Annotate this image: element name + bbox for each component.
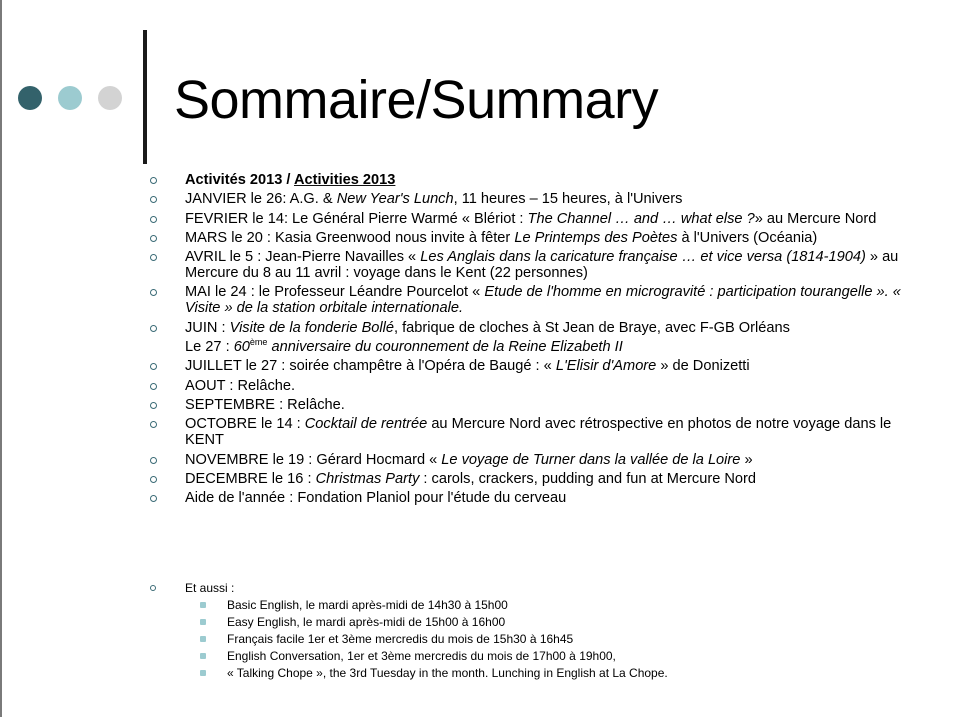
activity-text: , fabrique de cloches à St Jean de Braye, avec F-GB Orléans: [394, 319, 790, 336]
activity-text: AVRIL le 5 : Jean-Pierre Navailles «: [185, 249, 421, 266]
also-item-text: English Conversation, 1er et 3ème mercredis du mois de 17h00 à 19h00,: [227, 649, 616, 663]
bullet-icon: [150, 421, 157, 428]
also-item: [200, 615, 668, 629]
also-section: [148, 581, 918, 595]
activity-text: FEVRIER le 14: Le Général Pierre Warmé « Blériot :: [185, 210, 528, 227]
activity-text: MAI le 24 : le Professeur Léandre Pourcelot «: [185, 284, 485, 301]
bullet-icon: [150, 254, 157, 261]
bullet-icon: [150, 235, 157, 242]
square-bullet-icon: [200, 670, 206, 676]
also-item: [200, 632, 668, 646]
activity-item: [148, 358, 918, 374]
activity-text: Le Printemps des Poètes: [514, 229, 678, 246]
also-item-text: Basic English, le mardi après-midi de 14h30 à 15h00: [227, 598, 508, 612]
activity-text: » au Mercure du 8 au 11 avril : voyage dans le Kent (22 personnes): [185, 249, 899, 282]
also-item-text: « Talking Chope », the 3rd Tuesday in the month. Lunching in English at La Chope.: [227, 666, 668, 680]
activity-text: : carols, crackers, pudding and fun at Mercure Nord: [419, 470, 757, 487]
activity-text: à l'Univers (Océania): [677, 229, 818, 246]
activity-text: OCTOBRE le 14 :: [185, 416, 305, 433]
bullet-icon: [150, 476, 157, 483]
also-item-text: Français facile 1er et 3ème mercredis du mois de 15h30 à 16h45: [227, 632, 574, 646]
also-label-item: [148, 581, 918, 595]
bullet-icon: [150, 457, 157, 464]
activity-text: Christmas Party: [315, 470, 420, 487]
square-bullet-icon: [200, 619, 206, 625]
decorative-dot-grey: [98, 86, 122, 110]
activity-item: [148, 397, 918, 413]
activity-item: [148, 249, 918, 281]
activity-text: Activités 2013 /: [185, 172, 294, 188]
activities-list: [148, 172, 918, 509]
bullet-icon: [150, 177, 157, 184]
activity-text: , 11 heures – 15 heures, à l'Univers: [453, 191, 683, 208]
decorative-dot-teal: [58, 86, 82, 110]
activity-text: Cocktail de rentrée: [304, 416, 428, 433]
activity-text: NOVEMBRE le 19 : Gérard Hocmard «: [185, 451, 442, 468]
activity-item: [148, 284, 918, 316]
square-bullet-icon: [200, 602, 206, 608]
activity-text: JUIN :: [185, 319, 230, 336]
square-bullet-icon: [200, 636, 206, 642]
activity-item: [148, 230, 918, 246]
also-item: [200, 666, 668, 680]
activity-item: [148, 416, 918, 448]
bullet-icon: [150, 325, 157, 332]
activity-text: SEPTEMBRE : Relâche.: [185, 396, 345, 413]
also-sublist: [200, 598, 668, 683]
activity-text: »: [740, 451, 753, 468]
bullet-icon: [150, 216, 157, 223]
also-label: Et aussi :: [185, 581, 235, 595]
bullet-icon: [150, 402, 157, 409]
also-item: [200, 649, 668, 663]
slide-left-border: [0, 0, 2, 717]
activity-text: L'Elisir d'Amore: [555, 358, 657, 375]
square-bullet-icon: [200, 653, 206, 659]
activity-text: » au Mercure Nord: [754, 210, 877, 227]
bullet-icon: [150, 363, 157, 370]
also-item: [200, 598, 668, 612]
activity-text: Etude de l'homme en microgravité : participation tourangelle ». « Visite » de la station orbitale internationale.: [185, 284, 901, 317]
activity-item: [148, 452, 918, 468]
activity-text: Aide de l'année : Fondation Planiol pour l'étude du cerveau: [185, 490, 567, 507]
activity-text: JUILLET le 27 : soirée champêtre à l'Opéra de Baugé : «: [185, 358, 556, 375]
activity-item: [148, 191, 918, 207]
also-item-text: Easy English, le mardi après-midi de 15h00 à 16h00: [227, 615, 506, 629]
activity-text: Visite de la fonderie Bollé: [229, 319, 395, 336]
activity-text: MARS le 20 : Kasia Greenwood nous invite à fêter: [185, 229, 515, 246]
title-divider-bar: [143, 30, 147, 164]
decorative-dot-dark: [18, 86, 42, 110]
activity-item: [148, 211, 918, 227]
bullet-icon: [150, 495, 157, 502]
bullet-icon: [150, 196, 157, 203]
bullet-icon: [150, 585, 156, 591]
activity-text: Activities 2013: [293, 172, 396, 188]
activity-text: Le 27 :: [185, 339, 234, 356]
activity-text: » de Donizetti: [656, 358, 750, 375]
activity-item: [148, 339, 918, 355]
activity-text: Le voyage de Turner dans la vallée de la Loire: [441, 451, 741, 468]
activity-text: New Year's Lunch: [336, 191, 454, 208]
bullet-icon: [150, 289, 157, 296]
bullet-icon: [150, 383, 157, 390]
activity-item: [148, 471, 918, 487]
activity-text: Les Anglais dans la caricature française … et vice versa (1814-1904): [420, 249, 866, 266]
activity-item: [148, 490, 918, 506]
activity-item: [148, 378, 918, 394]
activity-text: ème: [249, 337, 268, 348]
activity-text: DECEMBRE le 16 :: [185, 470, 316, 487]
activity-text: au Mercure Nord avec rétrospective en photos de notre voyage dans le KENT: [185, 416, 892, 449]
activity-text: anniversaire du couronnement de la Reine Elizabeth II: [267, 339, 623, 356]
activity-text: The Channel … and … what else ?: [527, 210, 755, 227]
activity-text: JANVIER le 26: A.G. &: [185, 191, 337, 208]
activity-item: [148, 320, 918, 336]
activity-text: 60: [233, 339, 250, 356]
activity-text: AOUT : Relâche.: [185, 377, 296, 394]
activity-item: [148, 172, 918, 188]
slide-title: Sommaire/Summary: [174, 70, 659, 130]
